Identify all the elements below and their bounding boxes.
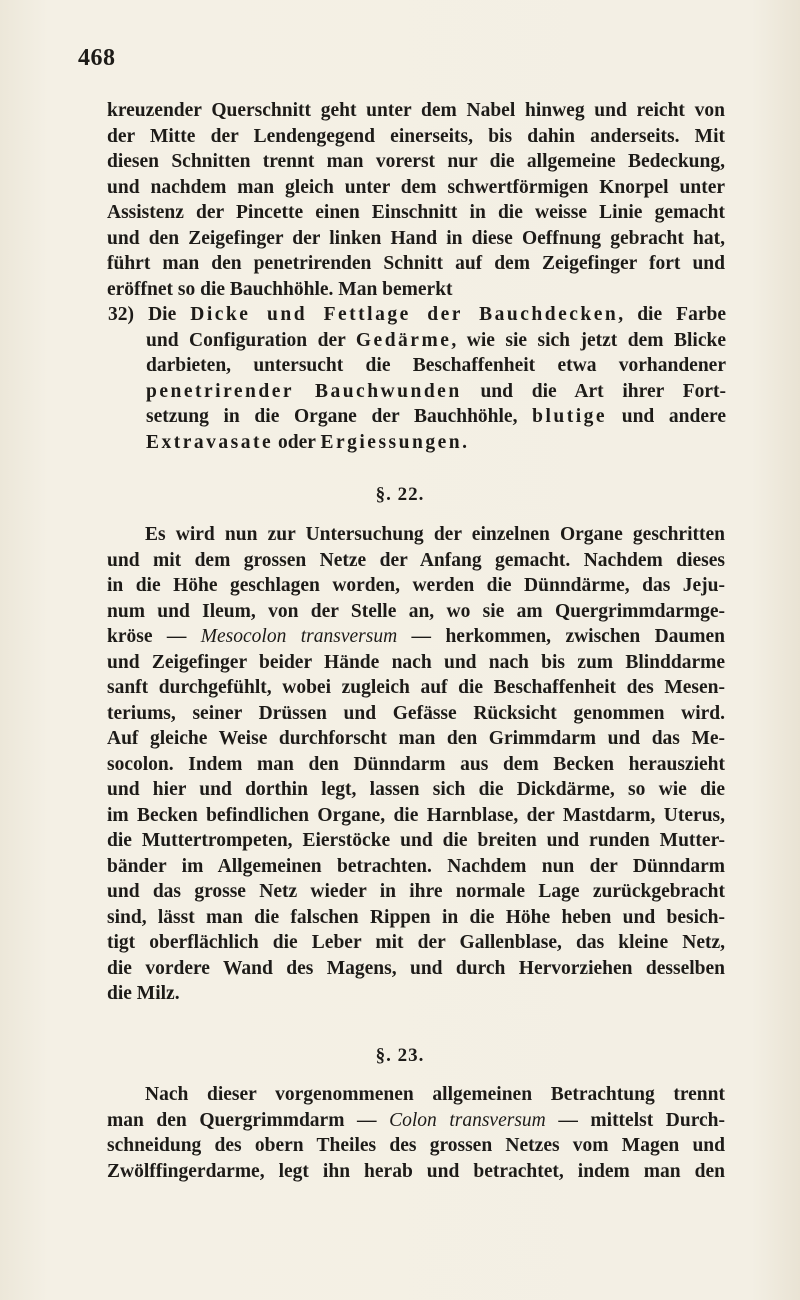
emphasis-text: penetrirender Bauchwunden — [146, 380, 462, 402]
text-line: und das grosse Netz wieder in ihre normale Lage zurückgebracht — [107, 881, 725, 902]
text-line: Zwölffingerdarme, legt ihn herab und betrachtet, indem man den — [107, 1160, 725, 1182]
emphasis-text: blutige — [532, 406, 608, 427]
item-32-line-6: Extravasate oder Ergiessungen. — [146, 431, 467, 453]
item-32-line-4: penetrirender Bauchwunden und die Art ihrer Fort- — [146, 380, 726, 402]
text-line: teriums, seiner Drüssen und Gefässe Rücksicht genommen wird. — [107, 702, 725, 724]
item-32-line-1: 32) Die Dicke und Fettlage der Bauchdecken, die Farbe — [108, 304, 726, 325]
emphasis-text: Ergiessungen — [320, 431, 463, 453]
text-line: die Milz. — [107, 983, 180, 1004]
text-line: und hier und dorthin legt, lassen sich die Dickdärme, so wie die — [107, 779, 725, 800]
text-line: man den Quergrimmdarm — Colon transversum — mittelst Durch- — [107, 1109, 726, 1131]
text-line: die vordere Wand des Magens, und durch Hervorziehen desselben — [107, 957, 725, 979]
text-line: und Zeigefinger beider Hände nach und nach bis zum Blinddarme — [107, 651, 725, 673]
text-line: eröffnet so die Bauchhöhle. Man bemerkt — [107, 278, 453, 300]
item-number: 32) — [108, 304, 134, 325]
text-line: socolon. Indem man den Dünndarm aus dem Becken herauszieht — [107, 753, 725, 775]
text-line: im Becken befindlichen Organe, die Harnblase, der Mastdarm, Uterus, — [107, 804, 725, 826]
emphasis-text: Extravasate — [146, 431, 274, 453]
text-line: in die Höhe geschlagen worden, werden die Dünndärme, das Jeju- — [107, 575, 725, 596]
text-line: die Muttertrompeten, Eierstöcke und die breiten und runden Mutter- — [107, 830, 725, 851]
latin-term: Mesocolon transversum — [200, 626, 398, 647]
latin-term: Colon transversum — [389, 1109, 546, 1131]
item-32-line-5: setzung in die Organe der Bauchhöhle, blutige und andere — [146, 406, 726, 427]
text-line: diesen Schnitten trennt man vorerst nur die allgemeine Bedeckung, — [107, 151, 725, 172]
text-line: Es wird nun zur Untersuchung der einzelnen Organe geschritten — [145, 524, 725, 545]
text-line: tigt oberflächlich die Leber mit der Gallenblase, das kleine Netz, — [107, 932, 725, 953]
text-line: schneidung des obern Theiles des grossen Netzes vom Magen und — [107, 1135, 725, 1156]
item-32 — [108, 302, 726, 455]
item-32-line-3: darbieten, untersucht die Beschaffenheit etwa vorhandener — [146, 355, 726, 376]
text-line: der Mitte der Lendengegend einerseits, bis dahin anderseits. Mit — [107, 125, 725, 147]
emphasis-text: Gedärme — [355, 329, 452, 351]
text-line: und mit dem grossen Netze der Anfang gemacht. Nachdem dieses — [107, 549, 725, 571]
item-32-line-2: und Configuration der Gedärme, wie sie sich jetzt dem Blicke — [146, 329, 727, 351]
section-heading-22: §. 22. — [375, 484, 425, 505]
text-line: num und Ileum, von der Stelle an, wo sie am Quergrimmdarmge- — [107, 600, 725, 622]
text-line: bänder im Allgemeinen betrachten. Nachdem nun der Dünndarm — [107, 855, 725, 877]
page-number: 468 — [78, 45, 116, 71]
paragraph-2 — [107, 522, 725, 1007]
text-line: kreuzender Querschnitt geht unter dem Nabel hinweg und reicht von — [107, 100, 725, 121]
text-line: Assistenz der Pincette einen Einschnitt in die weisse Linie gemacht — [107, 202, 725, 223]
text-line: und den Zeigefinger der linken Hand in diese Oeffnung gebracht hat, — [107, 227, 725, 249]
text-line: sanft durchgefühlt, wobei zugleich auf die Beschaffenheit des Mesen- — [107, 677, 725, 698]
text-line: sind, lässt man die falschen Rippen in die Höhe heben und besich- — [107, 906, 725, 928]
text-line: Nach dieser vorgenommenen allgemeinen Betrachtung trennt — [145, 1084, 725, 1105]
section-heading-23: §. 23. — [375, 1045, 425, 1066]
paragraph-1 — [107, 98, 725, 302]
text-line: und nachdem man gleich unter dem schwertförmigen Knorpel unter — [107, 176, 725, 198]
text-line: Auf gleiche Weise durchforscht man den Grimmdarm und das Me- — [107, 728, 725, 749]
text-line: führt man den penetrirenden Schnitt auf dem Zeigefinger fort und — [107, 253, 725, 274]
paragraph-3 — [107, 1082, 725, 1184]
emphasis-text: Dicke und Fettlage der Bauchdecken — [190, 304, 619, 325]
text-line: kröse — Mesocolon transversum — herkommen, zwischen Daumen — [107, 626, 725, 647]
